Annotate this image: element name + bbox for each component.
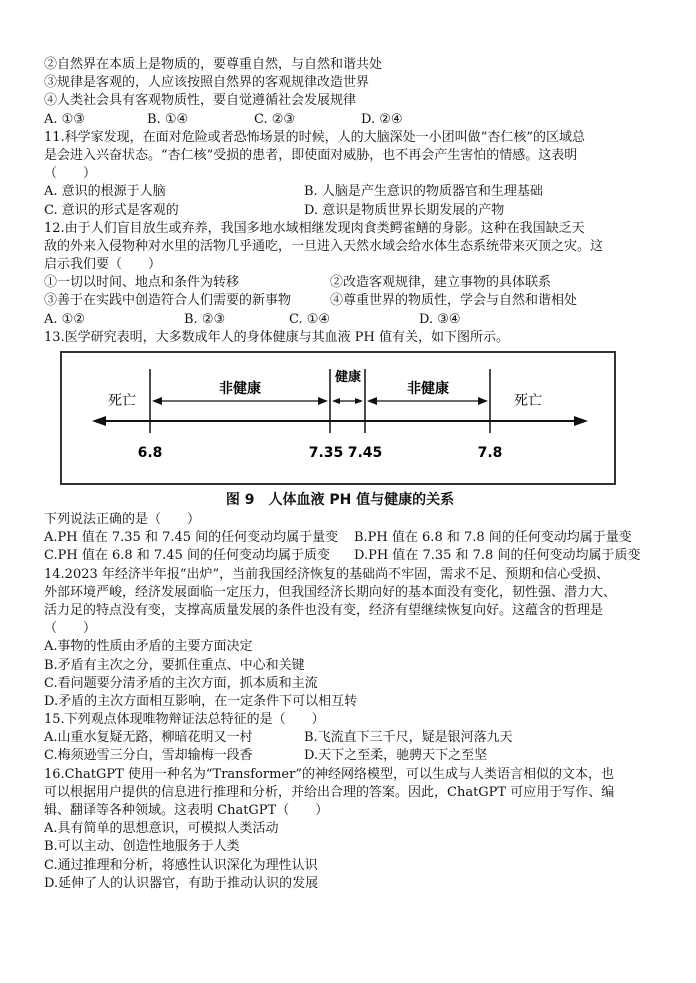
q16-stem-1: 16.ChatGPT 使用一种名为“Transformer”的神经网络模型，可以生成与人类语言相似的文本，也 bbox=[44, 766, 614, 782]
q13-options-row-2 bbox=[44, 547, 660, 565]
q11-option-a[interactable]: A. 意识的根源于人脑 bbox=[44, 184, 166, 200]
q14-option-d[interactable]: D.矛盾的主次方面相互影响，在一定条件下可以相互转 bbox=[44, 693, 358, 709]
q13-prompt: 下列说法正确的是（ ） bbox=[44, 512, 201, 527]
ph-health-figure bbox=[60, 351, 620, 511]
q14-stem-3: 活力足的特点没有变，支撑高质量发展的条件也没有变，经济有望继续恢复向好。这蕴含的哲理是 bbox=[44, 602, 604, 618]
healthy-label: 健康 bbox=[334, 370, 362, 385]
q13-options-row-1 bbox=[44, 529, 660, 547]
q12-stem-1: 12.由于人们盲目放生或弃养，我国多地水域相继发现肉食类鳄雀鳝的身影。这种在我国缺乏天 bbox=[44, 220, 585, 236]
q10-option-a[interactable]: A. ①③ bbox=[44, 111, 85, 127]
q13-option-b[interactable]: B.PH 值在 6.8 和 7.8 间的任何变动均属于量变 bbox=[354, 530, 632, 546]
q10-item-2: ②自然界在本质上是物质的，要尊重自然，与自然和谐共处 bbox=[44, 57, 383, 72]
q12-options bbox=[44, 311, 660, 329]
unhealthy-left-label: 非健康 bbox=[219, 381, 261, 397]
q15-option-b[interactable]: B.飞流直下三千尺，疑是银河落九天 bbox=[304, 730, 513, 746]
q12-option-b[interactable]: B. ②③ bbox=[184, 311, 226, 327]
q16-stem-3: 辑、翻译等各种领域。这表明 ChatGPT（ ） bbox=[44, 803, 329, 818]
q13-option-c[interactable]: C.PH 值在 6.8 和 7.45 间的任何变动均属于质变 bbox=[44, 548, 330, 564]
q14-option-a[interactable]: A.事物的性质由矛盾的主要方面决定 bbox=[44, 639, 253, 655]
q14-option-b[interactable]: B.矛盾有主次之分，要抓住重点、中心和关键 bbox=[44, 657, 305, 673]
q15-option-a[interactable]: A.山重水复疑无路，柳暗花明又一村 bbox=[44, 730, 253, 746]
q10-option-b[interactable]: B. ①④ bbox=[147, 111, 189, 127]
unhealthy-right-label: 非健康 bbox=[407, 381, 449, 397]
q12-items-row-2 bbox=[44, 292, 660, 310]
tick-label-7-45: 7.45 bbox=[347, 445, 383, 461]
q11-stem-1: 11.科学家发现，在面对危险或者恐怖场景的时候，人的大脑深处一小团叫做“杏仁核”的区域总 bbox=[44, 129, 585, 145]
q13-option-d[interactable]: D.PH 值在 7.35 和 7.8 间的任何变动均属于质变 bbox=[354, 548, 641, 564]
right-arrowhead bbox=[574, 416, 588, 426]
q16-option-d[interactable]: D.延伸了人的认识器官，有助于推动认识的发展 bbox=[44, 875, 319, 891]
death-left-label: 死亡 bbox=[108, 393, 136, 409]
q13-stem: 13.医学研究表明，大多数成年人的身体健康与其血液 PH 值有关，如下图所示。 bbox=[44, 329, 510, 345]
q15-option-d[interactable]: D.天下之至柔，驰骋天下之至坚 bbox=[304, 748, 488, 764]
q11-stem-2: 是会进入兴奋状态。“杏仁核”受损的患者，即使面对威胁，也不再会产生害怕的情感。这表明 bbox=[44, 147, 578, 163]
q12-stem-2: 敌的外来入侵物种对水里的活物几乎通吃，一旦进入天然水域会给水体生态系统带来灭顶之灾。这 bbox=[44, 238, 604, 254]
q12-item-4: ④尊重世界的物质性，学会与自然和谐相处 bbox=[330, 293, 578, 309]
q11-option-c[interactable]: C. 意识的形式是客观的 bbox=[44, 202, 179, 218]
q12-option-d[interactable]: D. ③④ bbox=[419, 311, 461, 327]
exam-page bbox=[44, 56, 660, 893]
q14-stem-2: 外部环境严峻，经济发展面临一定压力，但我国经济长期向好的基本面没有变化，韧性强、潜力大、 bbox=[44, 584, 617, 600]
q16-stem-2: 可以根据用户提供的信息进行推理和分析，并给出合理的答案。因此，ChatGPT 可应用于写作、编 bbox=[44, 784, 615, 800]
tick-label-7-8: 7.8 bbox=[477, 445, 503, 461]
tick-label-6-8: 6.8 bbox=[137, 445, 163, 461]
q12-item-3: ③善于在实践中创造符合人们需要的新事物 bbox=[44, 293, 292, 309]
death-right-label: 死亡 bbox=[514, 393, 542, 409]
q10-item-4: ④人类社会具有客观物质性，要自觉遵循社会发展规律 bbox=[44, 93, 357, 109]
q14-option-c[interactable]: C.看问题要分清矛盾的主次方面，抓本质和主流 bbox=[44, 675, 318, 691]
q10-option-c[interactable]: C. ②③ bbox=[254, 111, 296, 127]
q16-option-c[interactable]: C.通过推理和分析，将感性认识深化为理性认识 bbox=[44, 857, 318, 873]
q15-stem: 15.下列观点体现唯物辩证法总特征的是（ ） bbox=[44, 712, 325, 728]
q12-item-2: ②改造客观规律，建立事物的具体联系 bbox=[330, 275, 552, 291]
q10-option-d[interactable]: D. ②④ bbox=[361, 111, 403, 127]
q11-option-d[interactable]: D. 意识是物质世界长期发展的产物 bbox=[304, 202, 505, 218]
q12-item-1: ①一切以时间、地点和条件为转移 bbox=[44, 275, 240, 291]
q11-options-row-2 bbox=[44, 202, 660, 220]
q15-options-row-1 bbox=[44, 729, 660, 747]
tick-label-7-35: 7.35 bbox=[308, 445, 344, 461]
q10-item-3: ③规律是客观的，人应该按照自然界的客观规律改造世界 bbox=[44, 75, 370, 91]
q14-stem-1: 14.2023 年经济半年报“出炉”，当前我国经济恢复的基础尚不牢固，需求不足、预期和信心受损、 bbox=[44, 566, 610, 582]
q16-option-b[interactable]: B.可以主动、创造性地服务于人类 bbox=[44, 839, 240, 855]
q11-option-b[interactable]: B. 人脑是产生意识的物质器官和生理基础 bbox=[304, 184, 543, 200]
ph-scale-diagram bbox=[60, 351, 616, 485]
q11-options-row-1 bbox=[44, 183, 660, 201]
q13-option-a[interactable]: A.PH 值在 7.35 和 7.45 间的任何变动均属于量变 bbox=[44, 530, 339, 546]
q12-option-c[interactable]: C. ①④ bbox=[289, 311, 331, 327]
figure-caption: 图 9 人体血液 PH 值与健康的关系 bbox=[225, 492, 455, 508]
q10-options bbox=[44, 111, 660, 129]
q15-options-row-2 bbox=[44, 747, 660, 765]
q12-stem-3: 启示我们要（ ） bbox=[44, 257, 162, 273]
q12-option-a[interactable]: A. ①② bbox=[44, 311, 85, 327]
q12-items-row-1 bbox=[44, 274, 660, 292]
q11-stem-3: （ ） bbox=[44, 166, 97, 182]
q14-stem-4: （ ） bbox=[44, 621, 97, 637]
left-arrowhead bbox=[92, 416, 106, 426]
q16-option-a[interactable]: A.具有简单的思想意识，可模拟人类活动 bbox=[44, 821, 279, 837]
q15-option-c[interactable]: C.梅须逊雪三分白，雪却输梅一段香 bbox=[44, 748, 253, 764]
